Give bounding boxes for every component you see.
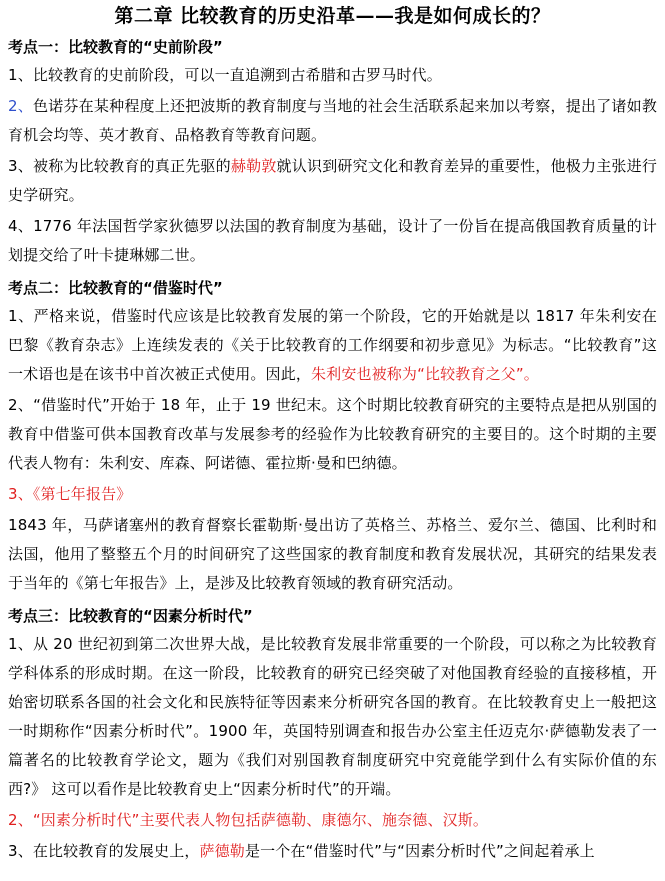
highlight-text: 萨德勒 <box>199 842 245 860</box>
item-number: 2、 <box>8 811 33 829</box>
item-text: 1776 年法国哲学家狄德罗以法国的教育制度为基础，设计了一份旨在提高俄国教育质量的计划提交给了叶卡捷琳娜二世。 <box>8 217 658 264</box>
section-3-item-1 <box>8 630 657 804</box>
section-2-item-2 <box>8 391 657 478</box>
section-heading-3: 考点三：比较教育的“因素分析时代” <box>8 607 253 625</box>
item-number: 3、 <box>8 485 33 503</box>
section-heading-2: 考点二：比较教育的“借鉴时代” <box>8 279 223 297</box>
item-text-pre: 被称为比较教育的真正先驱的 <box>33 157 231 175</box>
section-3-item-2 <box>8 806 657 835</box>
section-2-paragraph <box>8 511 657 598</box>
item-number: 3、 <box>8 157 33 175</box>
item-number: 3、 <box>8 842 33 860</box>
highlight-text: 朱利安也被称为“比较教育之父”。 <box>311 365 539 383</box>
item-text-pre: 在比较教育的发展史上， <box>32 842 200 860</box>
item-text: 色诺芬在某种程度上还把波斯的教育制度与当地的社会生活联系起来加以考察，提出了诸如教育机会均等、英才教育、品格教育等教育问题。 <box>8 97 658 144</box>
item-text: 1843 年，马萨诸塞州的教育督察长霍勒斯·曼出访了英格兰、苏格兰、爱尔兰、德国、比利时和法国，他用了整整五个月的时间研究了这些国家的教育制度和教育发展状况，其研究的结果发表于当年的《第七年报告》上，是涉及比较教育领域的教育研究活动。 <box>8 516 657 592</box>
section-1-item-2 <box>8 92 657 150</box>
section-1-item-1 <box>8 61 657 90</box>
section-1-item-4 <box>8 212 657 270</box>
item-text: 比较教育的史前阶段，可以一直追溯到古希腊和古罗马时代。 <box>32 66 442 84</box>
item-text-pre: 严格来说，借鉴时代应该是比较教育发展的第一个阶段，它的开始就是以 1817 年朱利安在巴黎《教育杂志》上连续发表的《关于比较教育的工作纲要和初步意见》为标志。“比较教育”这一术语也是在该书中首次被正式使用。因此， <box>8 307 657 383</box>
item-number: 2、 <box>8 97 33 115</box>
section-2-item-3 <box>8 480 657 509</box>
chapter-title: 第二章 比较教育的历史沿革——我是如何成长的？ <box>114 5 551 27</box>
section-1-item-3 <box>8 152 657 210</box>
item-text: “借鉴时代”开始于 18 年，止于 19 世纪末。这个时期比较教育研究的主要特点是把从别国的教育中借鉴可供本国教育改革与发展参考的经验作为比较教育研究的主要目的。这个时期的主要代表人物有：朱利安、库森、阿诺德、霍拉斯·曼和巴纳德。 <box>8 396 658 472</box>
highlight-text: 《第七年报告》 <box>32 485 132 503</box>
section-heading-1: 考点一：比较教育的“史前阶段” <box>8 38 223 56</box>
item-number: 4、 <box>8 217 34 235</box>
item-number: 1、 <box>8 307 34 325</box>
item-text-post: 是一个在“借鉴时代”与“因素分析时代”之间起着承上 <box>244 842 595 860</box>
highlight-text: 赫勒敦 <box>230 157 277 175</box>
item-text: 从 20 世纪初到第二次世界大战，是比较教育发展非常重要的一个阶段，可以称之为比较教育学科体系的形成时期。在这一阶段，比较教育的研究已经突破了对他国教育经验的直接移植，开始密切联系各国的社会文化和民族特征等因素来分析研究各国的教育。在比较教育史上一般把这一时期称作“因素分析时代”。1900 年，英国特别调查和报告办公室主任迈克尔·萨德勒发表了一篇著名的比较教育学论文，题为《我们对别国教育制度研究中究竟能学到什么有实际价值的东西?》 这可以看作是比较教育史上“因素分析时代”的开端。 <box>8 635 658 798</box>
section-2-item-1 <box>8 302 657 389</box>
item-number: 1、 <box>8 635 34 653</box>
highlight-text: “因素分析时代”主要代表人物包括萨德勒、康德尔、施奈德、汉斯。 <box>32 811 489 829</box>
item-text-post: 就认识到研究文化和教育差异的重要性，他极力主张进行史学研究。 <box>8 157 658 204</box>
section-3-item-3 <box>8 837 657 866</box>
item-number: 2、 <box>8 396 34 414</box>
item-number: 1、 <box>8 66 33 84</box>
